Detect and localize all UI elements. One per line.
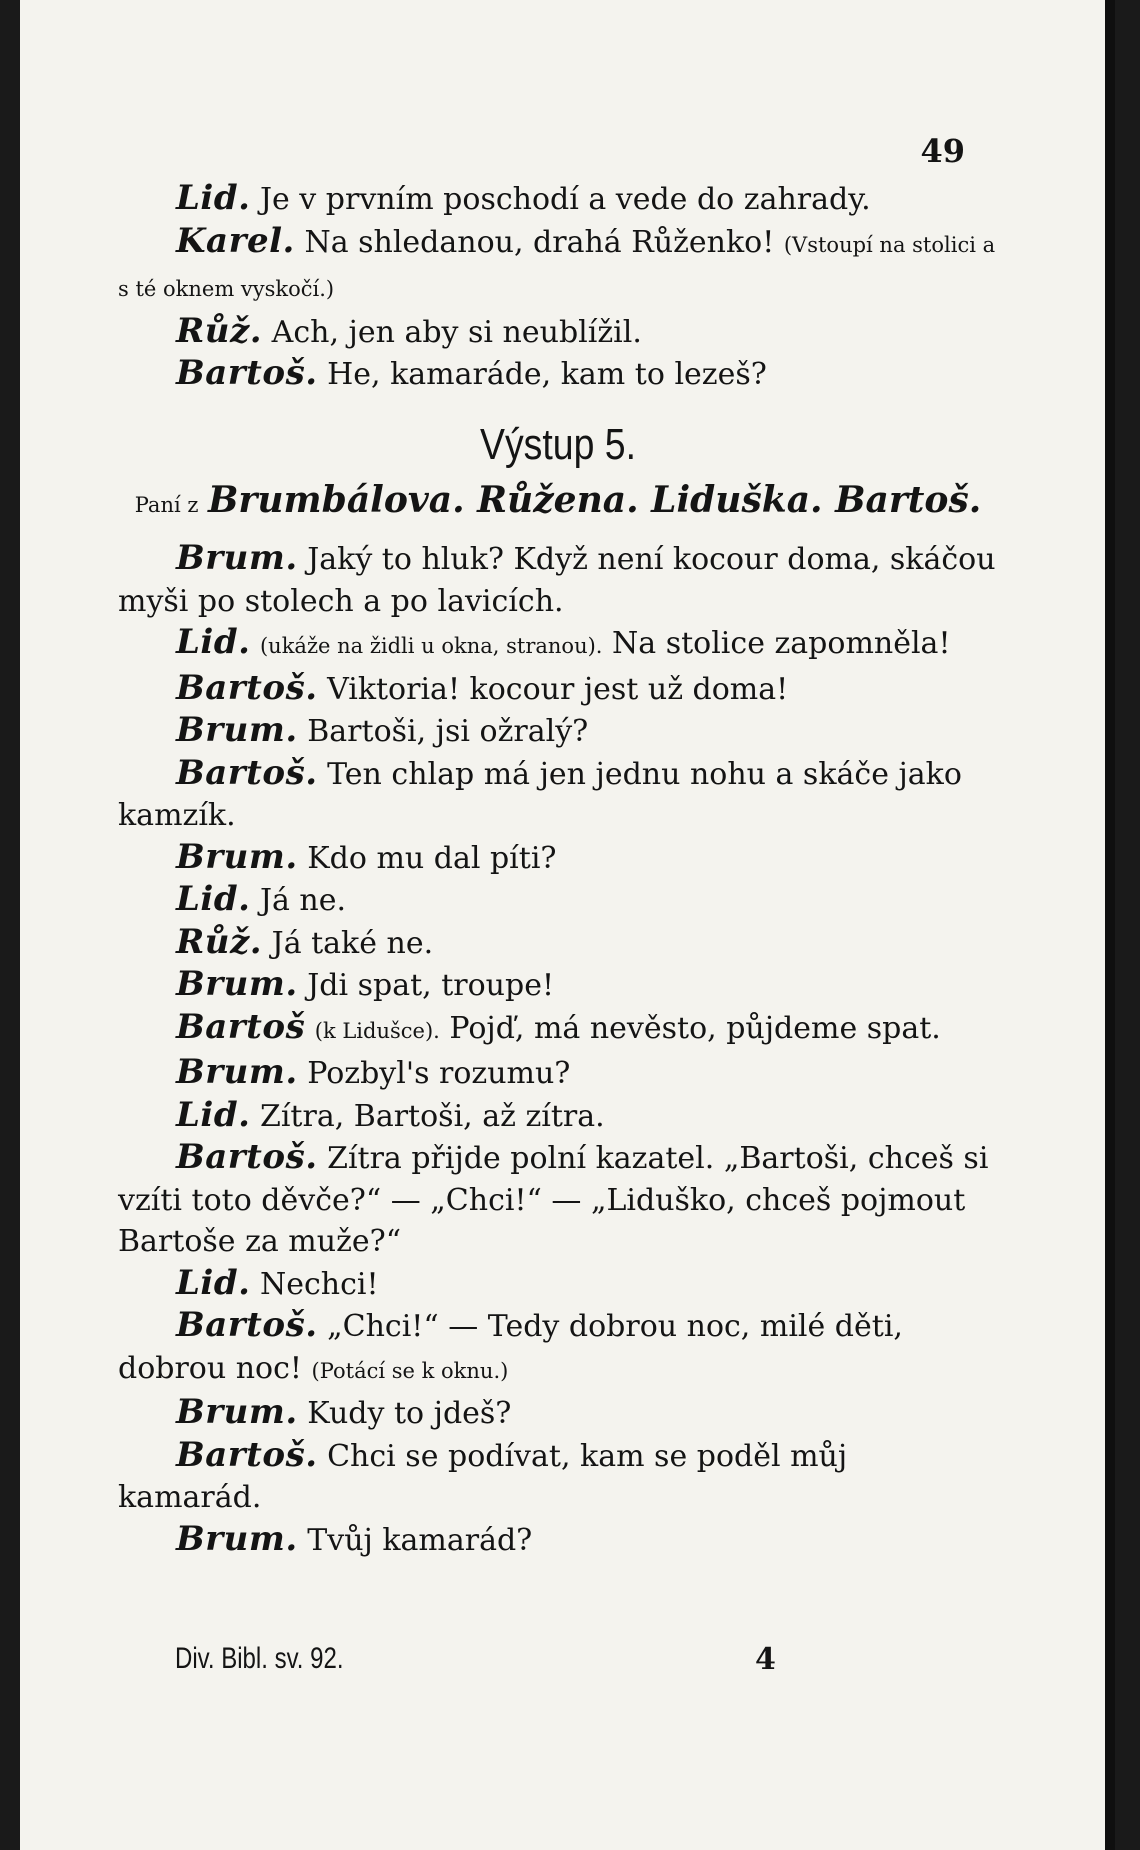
dialogue-line [118, 837, 998, 880]
line-text: Já ne. [259, 883, 347, 918]
line-text: Na stolice zapomněla! [612, 626, 951, 661]
dialogue-line [118, 538, 998, 622]
line-text: He, kamaráde, kam to lezeš? [327, 357, 767, 392]
line-text: Ach, jen aby si neublížil. [271, 314, 642, 350]
speaker-name: Brum. [176, 836, 298, 877]
line-text: Chci se podívat, kam se poděl můj kamarád. [118, 1438, 848, 1515]
dialogue-line [118, 311, 998, 354]
speaker-name: Lid. [176, 1262, 251, 1303]
line-text: „Chci!“ — Tedy dobrou noc, milé děti, dobrou noc! [118, 1309, 903, 1386]
speaker-name: Růž. [176, 921, 263, 962]
speaker-name: Lid. [176, 1094, 251, 1135]
dialogue-line [118, 1095, 998, 1138]
line-text: Zítra, Bartoši, až zítra. [259, 1098, 605, 1134]
cast-names: Brumbálova. Růžena. Liduška. Bartoš. [207, 478, 982, 521]
dialogue-line [118, 964, 998, 1007]
speaker-name: Bartoš. [176, 1434, 318, 1475]
stage-direction: (Potácí se k oknu.) [311, 1358, 509, 1383]
dialogue-line [118, 1052, 998, 1095]
dialogue-line [118, 1305, 998, 1392]
line-text: Kudy to jdeš? [307, 1396, 512, 1431]
line-text: Je v prvním poschodí a vede do zahrady. [259, 182, 871, 217]
speaker-name: Lid. [176, 622, 251, 662]
speaker-name: Brum. [176, 710, 298, 750]
line-text: Zítra přijde polní kazatel. „Bartoši, chceš si vzíti toto děvče?“ — „Chci!“ — „Liduško, chceš pojmout Bartoše za muže?“ [118, 1141, 989, 1259]
speaker-name: Bartoš. [176, 1305, 318, 1345]
speaker-name: Lid. [176, 879, 251, 919]
signature-mark: 4 [755, 1642, 776, 1677]
speaker-name: Bartoš. [176, 1137, 318, 1177]
speaker-name: Brum. [176, 1392, 298, 1432]
speaker-name: Brum. [176, 964, 298, 1004]
speaker-name: Brum. [176, 538, 298, 578]
line-text: Viktoria! kocour jest už doma! [327, 671, 789, 707]
dialogue-line [118, 1435, 998, 1519]
book-page [20, 0, 1115, 1850]
dialogue-line [118, 178, 998, 221]
page-edge-shadow [1105, 0, 1115, 1850]
speaker-name: Bartoš. [176, 353, 318, 393]
line-text: Bartoši, jsi ožralý? [307, 714, 589, 749]
page-number: 49 [920, 132, 965, 170]
dialogue-line [118, 668, 998, 711]
dialogue-line [118, 1519, 998, 1562]
scene-cast [118, 480, 998, 527]
speaker-name: Brum. [176, 1052, 298, 1092]
speaker-name: Bartoš. [176, 752, 318, 793]
line-text: Tvůj kamarád? [307, 1522, 533, 1558]
line-text: Jdi spat, troupe! [307, 968, 555, 1003]
line-text: Jaký to hluk? Když není kocour doma, skáčou myši po stolech a po lavicích. [118, 542, 996, 619]
speaker-name: Bartoš [176, 1006, 306, 1047]
stage-direction: (ukáže na židli u okna, stranou). [259, 634, 603, 658]
line-text: Kdo mu dal píti? [307, 840, 557, 876]
stage-direction: (Vstoupí na stolici a s té oknem vyskočí.) [118, 232, 996, 301]
speaker-name: Bartoš. [176, 667, 318, 708]
cast-prefix: Paní z [134, 492, 199, 517]
line-text: Já také ne. [271, 925, 434, 961]
dialogue-line [118, 353, 998, 396]
dialogue-line [118, 879, 998, 922]
line-text: Nechci! [259, 1266, 379, 1302]
stage-direction: (k Lidušce). [314, 1018, 440, 1043]
line-text: Pozbyl's rozumu? [307, 1056, 571, 1091]
speaker-name: Lid. [176, 178, 251, 218]
dialogue-line [118, 1137, 998, 1263]
line-text: Na shledanou, drahá Růženko! [304, 224, 775, 260]
dialogue-line [118, 1392, 998, 1435]
dialogue-line [118, 710, 998, 753]
page-text [118, 178, 998, 1561]
dialogue-line [118, 622, 998, 668]
dialogue-line [118, 922, 998, 965]
scene-heading: Výstup 5. [480, 419, 636, 469]
line-text: Pojď, má nevěsto, půjdeme spat. [449, 1010, 941, 1046]
line-text: Ten chlap má jen jednu nohu a skáče jako kamzík. [118, 756, 962, 833]
dialogue-line [118, 1007, 998, 1053]
speaker-name: Karel. [176, 220, 295, 261]
imprint-line: Div. Bibl. sv. 92. [175, 1642, 344, 1675]
speaker-name: Růž. [176, 310, 263, 351]
dialogue-line [118, 1263, 998, 1306]
speaker-name: Brum. [176, 1518, 298, 1559]
dialogue-line [118, 753, 998, 837]
dialogue-line [118, 221, 998, 311]
